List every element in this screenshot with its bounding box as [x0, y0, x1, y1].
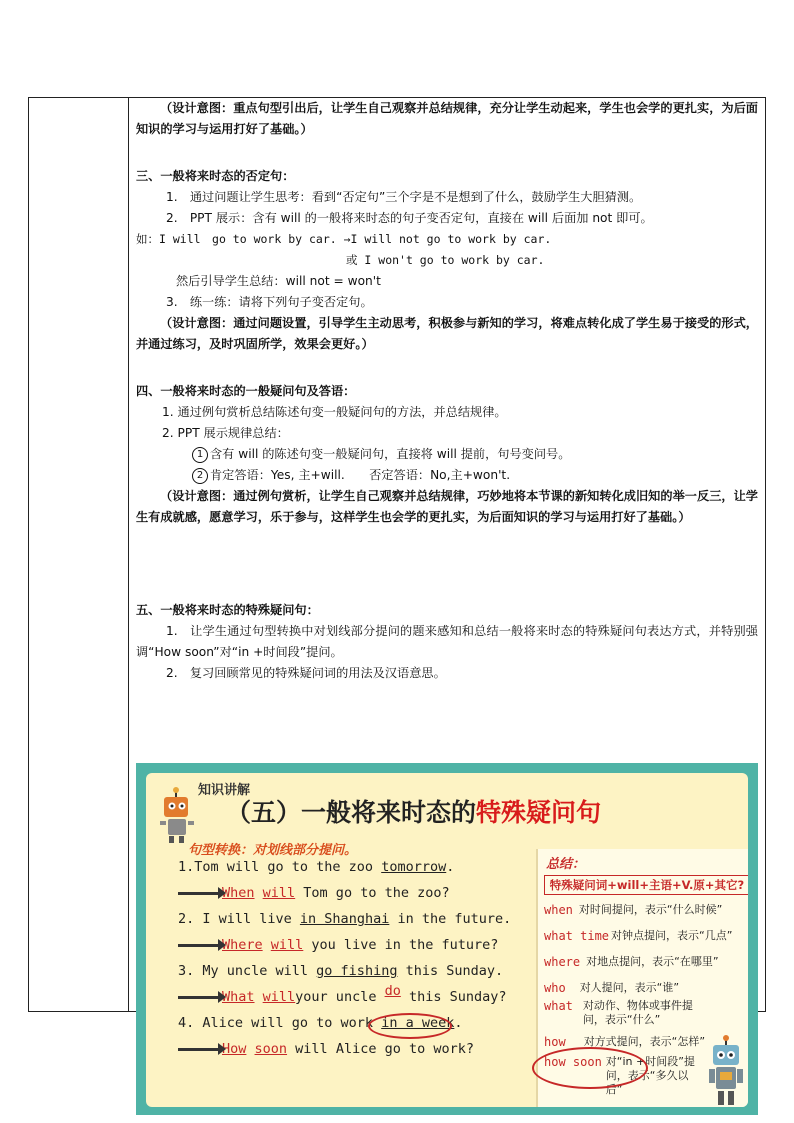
design-intent-4: （设计意图：通过例句赏析，让学生自己观察并总结规律，巧妙地将本节课的新知转化成旧知的举一反三，让学生有成就感，愿意学习，乐于参与，这样学生也会学的更扎实，为后面知识的学习与运用打好了基础。） — [136, 489, 758, 524]
section4-rule1-text: 含有 will 的陈述句变一般疑问句，直接将 will 提前，句号变问号。 — [210, 447, 571, 461]
underlined-part: tomorrow — [381, 859, 447, 875]
wh-word: who — [544, 981, 566, 995]
answer-text: you live in the future? — [303, 937, 499, 953]
answer-word: How — [222, 1041, 247, 1057]
section3-item1: 1. 通过问题让学生思考：看到“否定句”三个字是不是想到了什么，鼓励学生大胆猜测。 — [166, 190, 642, 204]
section3-example1: 如：I will go to work by car. →I will not go to work by car. — [136, 232, 552, 246]
wh-word: what — [544, 999, 573, 1013]
slide-title-highlight: 特殊疑问句 — [476, 798, 602, 827]
sentence-text: 1.Tom will go to the zoo — [178, 859, 382, 875]
table-border-right — [765, 97, 766, 1012]
slide-panel — [146, 773, 748, 1107]
answer-word: When — [222, 885, 255, 901]
section3-item2: 2. PPT 展示：含有 will 的一般将来时态的句子变否定句，直接在 will 后面加 not 即可。 — [166, 211, 653, 225]
wh-word: when — [544, 903, 573, 917]
arrow-icon — [178, 892, 220, 895]
wh-row — [544, 903, 722, 917]
highlight-oval — [532, 1047, 648, 1089]
circled-number-1: 1 — [192, 447, 208, 463]
sentence-2 — [178, 911, 511, 927]
answer-word: soon — [254, 1041, 288, 1057]
answer-2 — [178, 937, 498, 953]
wh-row — [544, 929, 732, 943]
underlined-part: in Shanghai — [299, 911, 390, 927]
design-intent-2: （设计意图：重点句型引出后，让学生自己观察并总结规律，充分让学生动起来，学生也会学的更扎实，为后面知识的学习与运用打好了基础。） — [136, 101, 758, 136]
sentence-text: 4. Alice will go to work — [178, 1015, 382, 1031]
wh-word: how soon — [544, 1055, 602, 1069]
answer-3 — [178, 983, 507, 1005]
section5-heading: 五、一般将来时态的特殊疑问句： — [136, 603, 319, 617]
answer-word: will — [262, 885, 296, 901]
section4-rule1 — [136, 444, 758, 465]
lesson-content-cell — [136, 98, 758, 684]
slide-image — [136, 763, 758, 1115]
answer-word: Where — [222, 937, 263, 953]
wh-word: how — [544, 1035, 566, 1049]
underlined-part: in a week — [381, 1015, 455, 1031]
answer-1 — [178, 885, 450, 901]
wh-row — [544, 981, 679, 995]
sentence-text: . — [446, 859, 455, 875]
highlight-oval — [368, 1013, 455, 1039]
sentence-text: . — [454, 1015, 463, 1031]
section4-rule2-text: 肯定答语：Yes, 主+will. 否定答语：No,主+won't. — [210, 468, 511, 482]
wh-desc: 对动作、物体或事件提问，表示“什么” — [582, 999, 693, 1026]
sentence-text: 3. My uncle will — [178, 963, 317, 979]
section4-heading: 四、一般将来时态的一般疑问句及答语： — [136, 384, 356, 398]
section3-heading: 三、一般将来时态的否定句： — [136, 169, 295, 183]
answer-word: What — [222, 989, 255, 1005]
slide-subtitle: 句型转换：对划线部分提问。 — [188, 843, 358, 858]
table-border-left — [28, 97, 29, 1012]
sentence-text: 2. I will live — [178, 911, 300, 927]
answer-4 — [178, 1041, 474, 1057]
arrow-icon — [178, 944, 220, 947]
section4-rule2 — [136, 465, 758, 486]
circled-number-2: 2 — [192, 468, 208, 484]
arrow-icon — [178, 1048, 220, 1051]
answer-text: will Alice go to work? — [287, 1041, 474, 1057]
section5-item2: 2. 复习回顾常见的特殊疑问词的用法及汉语意思。 — [166, 666, 446, 680]
wh-desc: 对方式提问，表示“怎样” — [583, 1035, 706, 1048]
answer-word: will — [270, 937, 304, 953]
answer-text: this Sunday? — [400, 989, 507, 1005]
sentence-1 — [178, 859, 454, 875]
wh-desc: 对人提问，表示“谁” — [579, 981, 680, 994]
wh-word: what time — [544, 929, 610, 943]
wh-desc: 对时间提问，表示“什么时候” — [578, 903, 723, 916]
answer-word: do — [384, 983, 401, 999]
wh-desc: 对钟点提问，表示“几点” — [611, 929, 733, 942]
sentence-text: this Sunday. — [397, 963, 504, 979]
answer-text: Tom go to the zoo? — [295, 885, 450, 901]
wh-row — [544, 955, 719, 969]
sentence-text: in the future. — [389, 911, 512, 927]
table-border-column — [128, 97, 129, 1012]
slide-section-label: 知识讲解 — [198, 783, 251, 798]
wh-desc: 对“in +时间段”提问，表示“多久以后” — [605, 1055, 695, 1096]
summary-formula: 特殊疑问词+will+主语+V.原+其它? — [544, 875, 748, 895]
section4-item1: 1. 通过例句赏析总结陈述句变一般疑问句的方法，并总结规律。 — [162, 405, 507, 419]
section4-item2: 2. PPT 展示规律总结： — [162, 426, 289, 440]
design-intent-3: （设计意图：通过问题设置，引导学生主动思考，积极参与新知的学习，将难点转化成了学生易于接受的形式，并通过练习，及时巩固所学，效果会更好。） — [136, 316, 758, 351]
summary-title: 总结： — [546, 857, 586, 872]
answer-word: will — [262, 989, 296, 1005]
wh-word: where — [544, 955, 581, 969]
section3-example2: 或 I won't go to work by car. — [346, 253, 545, 267]
section5-item1: 1. 让学生通过句型转换中对划线部分提问的题来感知和总结一般将来时态的特殊疑问句表达方式，并特别强调“How soon”对“in +时间段”提问。 — [136, 624, 758, 659]
underlined-part: go fishing — [316, 963, 398, 979]
sentence-3 — [178, 963, 503, 979]
wh-row — [544, 999, 711, 1027]
wh-row — [544, 1035, 705, 1049]
robot-icon — [708, 1035, 744, 1107]
answer-text: your uncle — [295, 989, 385, 1005]
robot-icon — [158, 787, 194, 845]
wh-desc: 对地点提问，表示“在哪里” — [586, 955, 719, 968]
arrow-icon — [178, 996, 220, 999]
section3-summary: 然后引导学生总结：will not = won't — [176, 274, 381, 288]
slide-title-prefix: （五）一般将来时态的 — [226, 798, 477, 827]
slide-title — [226, 793, 601, 829]
section3-item3: 3. 练一练：请将下列句子变否定句。 — [166, 295, 373, 309]
